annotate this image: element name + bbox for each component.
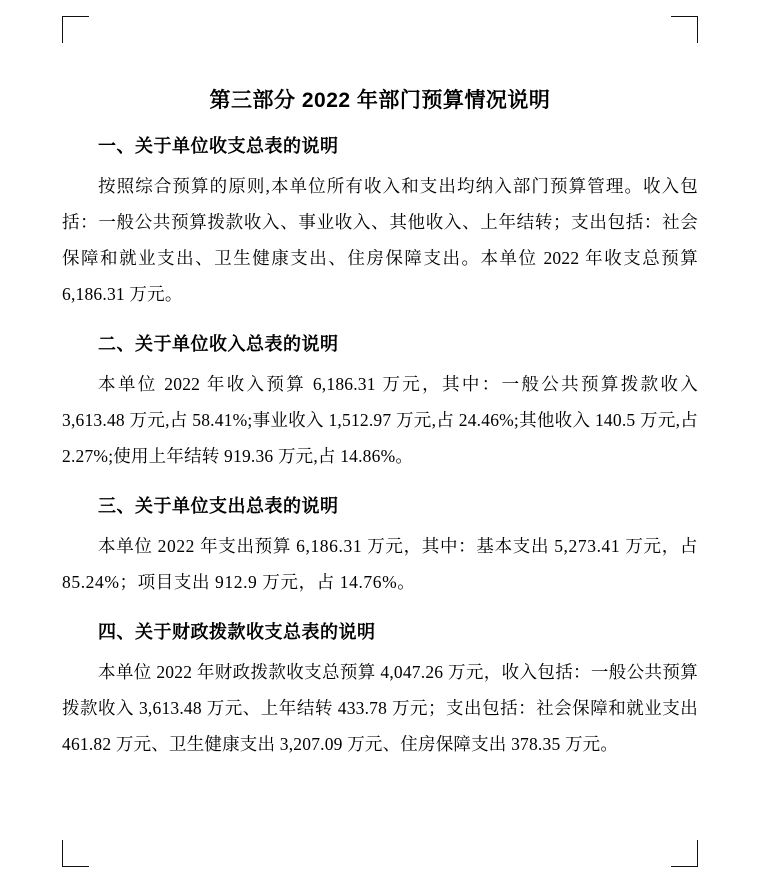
crop-mark-top-left bbox=[62, 16, 89, 43]
crop-mark-bottom-left bbox=[62, 840, 89, 867]
section-paragraph-2: 本单位 2022 年收入预算 6,186.31 万元，其中：一般公共预算拨款收入 3,613.48 万元,占 58.41%;事业收入 1,512.97 万元,占 24.46%;其他收入 140.5 万元,占 2.27%;使用上年结转 919.36 万元,占 14.86%。 bbox=[62, 374, 698, 466]
section-heading-3: 三、关于单位支出总表的说明 bbox=[98, 496, 339, 516]
section-paragraph-1: 按照综合预算的原则,本单位所有收入和支出均纳入部门预算管理。收入包括：一般公共预算拨款收入、事业收入、其他收入、上年结转；支出包括：社会保障和就业支出、卫生健康支出、住房保障支出。本单位 2022 年收支总预算 6,186.31 万元。 bbox=[62, 176, 698, 304]
section-paragraph-4: 本单位 2022 年财政拨款收支总预算 4,047.26 万元，收入包括：一般公共预算拨款收入 3,613.48 万元、上年结转 433.78 万元；支出包括：社会保障和就业支出 461.82 万元、卫生健康支出 3,207.09 万元、住房保障支出 378.35 万元。 bbox=[62, 662, 698, 754]
section-heading-1: 一、关于单位收支总表的说明 bbox=[98, 136, 339, 156]
section-heading-4: 四、关于财政拨款收支总表的说明 bbox=[98, 622, 376, 642]
crop-mark-top-right bbox=[671, 16, 698, 43]
page-title: 第三部分 2022 年部门预算情况说明 bbox=[209, 89, 551, 112]
section-heading-2: 二、关于单位收入总表的说明 bbox=[98, 334, 339, 354]
section-paragraph-3: 本单位 2022 年支出预算 6,186.31 万元，其中：基本支出 5,273.41 万元，占 85.24%；项目支出 912.9 万元，占 14.76%。 bbox=[62, 536, 698, 592]
crop-mark-bottom-right bbox=[671, 840, 698, 867]
document-body bbox=[62, 62, 698, 770]
